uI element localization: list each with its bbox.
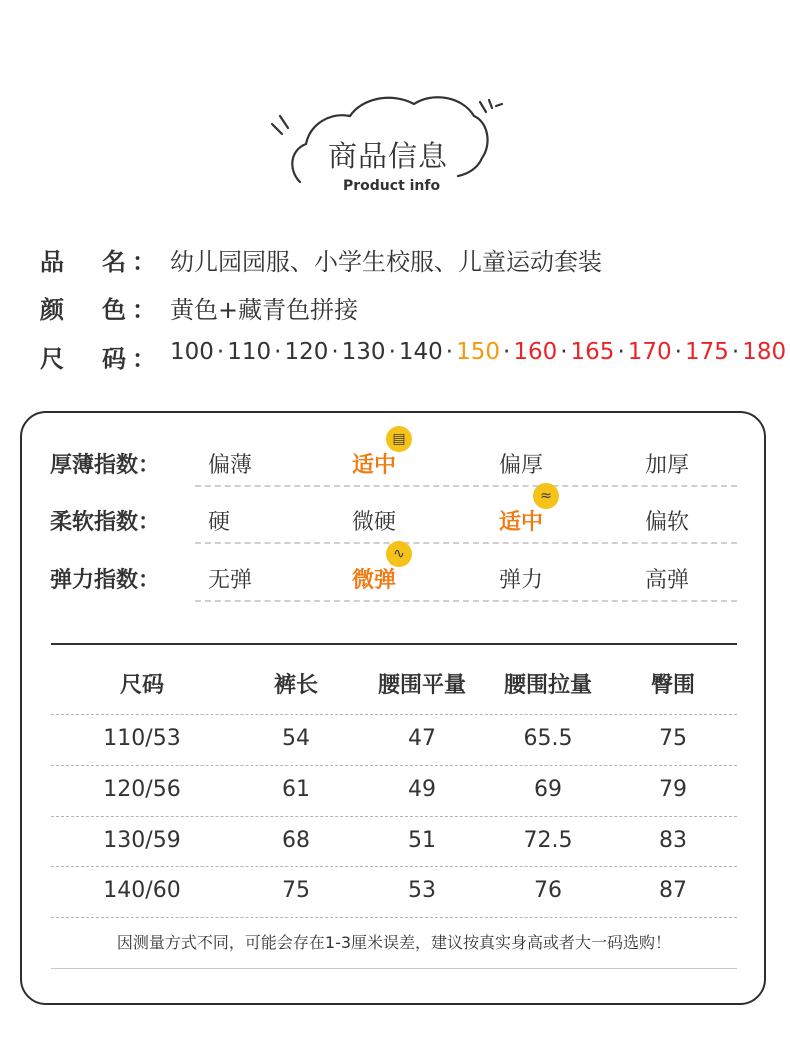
size-separator: ·	[388, 339, 396, 365]
index-label: 厚薄指数：	[50, 453, 161, 478]
info-colon: ：	[132, 248, 156, 276]
note-rule	[51, 968, 737, 969]
index-option: 偏薄	[208, 453, 253, 478]
wave-icon: ≈	[533, 483, 559, 509]
index-row	[50, 546, 740, 603]
table-cell: 75	[659, 726, 687, 751]
spec-card	[20, 411, 766, 1005]
table-cell: 79	[659, 777, 687, 802]
index-option: 硬	[208, 510, 231, 535]
table-top-rule	[51, 643, 737, 645]
size-value: 175	[684, 339, 729, 365]
measurement-note: 因测量方式不同，可能会存在1-3厘米误差，建议按真实身高或者大一码选购！	[116, 933, 672, 952]
info-value-color: 黄色+藏青色拼接	[170, 296, 359, 324]
index-option: 偏厚	[499, 453, 544, 478]
size-separator: ·	[674, 339, 682, 365]
header	[0, 0, 790, 210]
size-value: 130	[341, 339, 386, 365]
size-separator: ·	[216, 339, 225, 365]
index-row	[50, 431, 740, 488]
page-title: 商品信息	[328, 139, 449, 173]
size-separator: ·	[560, 339, 568, 365]
size-value: 160	[513, 339, 558, 365]
info-colon: ：	[132, 345, 156, 373]
size-separator: ·	[331, 339, 339, 365]
table-cell: 140/60	[103, 878, 181, 903]
info-key-char: 品	[40, 248, 64, 276]
size-value: 170	[627, 339, 672, 365]
index-option-selected: 微弹	[352, 568, 397, 593]
index-option: 无弹	[208, 568, 253, 593]
table-header-cell: 臀围	[650, 673, 695, 698]
table-row-rule	[51, 816, 737, 817]
table-cell: 68	[282, 828, 310, 853]
size-value: 120	[284, 339, 329, 365]
table-cell: 69	[534, 777, 562, 802]
table-cell: 51	[408, 828, 436, 853]
size-list	[170, 339, 786, 365]
page-subtitle: Product info	[343, 178, 441, 194]
size-value: 180	[742, 339, 787, 365]
index-option: 弹力	[499, 568, 544, 593]
table-cell: 87	[659, 878, 687, 903]
table-cell: 76	[534, 878, 562, 903]
info-key-char: 颜	[40, 296, 64, 324]
index-label: 弹力指数：	[50, 568, 161, 593]
table-cell: 72.5	[523, 828, 573, 853]
index-option-selected: 适中	[352, 453, 397, 478]
table-header-cell: 尺码	[119, 673, 164, 698]
index-option: 加厚	[645, 453, 690, 478]
table-row-rule	[51, 714, 737, 715]
table-cell: 47	[408, 726, 436, 751]
table-cell: 54	[282, 726, 310, 751]
index-label: 柔软指数：	[50, 510, 161, 535]
index-dashed-rule	[195, 485, 737, 487]
size-value: 100	[170, 339, 214, 365]
index-row	[50, 488, 740, 545]
info-key-char: 尺	[40, 345, 64, 373]
size-separator: ·	[503, 339, 511, 365]
table-row-rule	[51, 917, 737, 918]
size-value: 150	[456, 339, 500, 365]
spring-icon: ∿	[386, 541, 412, 567]
table-cell: 120/56	[103, 777, 181, 802]
info-key-char: 色	[102, 296, 126, 324]
info-key-char: 名	[102, 248, 126, 276]
ruler-icon: ▤	[386, 426, 412, 452]
size-value: 110	[227, 339, 272, 365]
size-value: 140	[398, 339, 443, 365]
size-separator: ·	[274, 339, 282, 365]
table-cell: 65.5	[523, 726, 573, 751]
table-row-rule	[51, 866, 737, 867]
info-colon: ：	[132, 296, 156, 324]
index-option: 高弹	[645, 568, 690, 593]
index-dashed-rule	[195, 542, 737, 544]
table-cell: 130/59	[103, 828, 181, 853]
size-separator: ·	[617, 339, 625, 365]
table-cell: 110/53	[103, 726, 181, 751]
table-cell: 75	[282, 878, 310, 903]
table-cell: 49	[408, 777, 436, 802]
table-cell: 53	[408, 878, 436, 903]
table-header-cell: 腰围拉量	[503, 673, 592, 698]
index-option: 偏软	[645, 510, 690, 535]
info-key-char: 码	[102, 345, 126, 373]
index-dashed-rule	[195, 600, 737, 602]
table-row-rule	[51, 765, 737, 766]
info-value-name: 幼儿园园服、小学生校服、儿童运动套装	[170, 248, 602, 276]
table-cell: 61	[282, 777, 310, 802]
index-option-selected: 适中	[499, 510, 544, 535]
size-separator: ·	[445, 339, 454, 365]
table-header-cell: 腰围平量	[377, 673, 466, 698]
size-value: 165	[570, 339, 615, 365]
size-separator: ·	[731, 339, 740, 365]
table-cell: 83	[659, 828, 687, 853]
table-header-cell: 裤长	[273, 673, 318, 698]
index-option: 微硬	[352, 510, 397, 535]
